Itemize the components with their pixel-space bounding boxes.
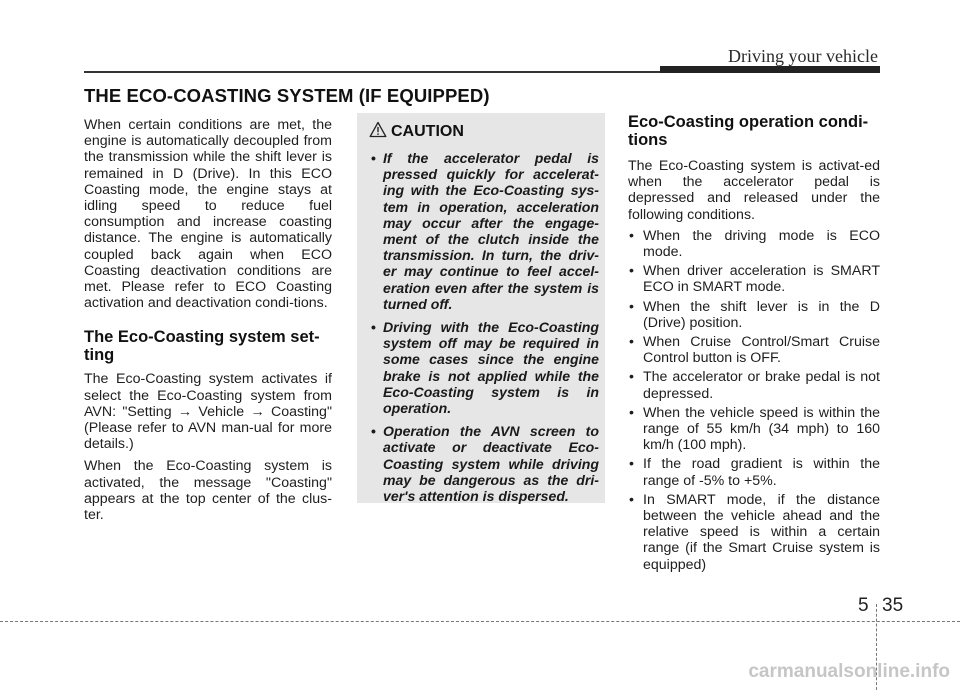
chapter-number: 5 — [858, 595, 869, 616]
page-number: 35 — [882, 595, 904, 616]
condition-item: • When driver acceleration is SMART ECO in SMART mode. — [628, 263, 880, 295]
condition-item: • The accelerator or brake pedal is not depressed. — [628, 369, 880, 401]
watermark: carmanualsonline.info — [748, 661, 950, 682]
message-paragraph: When the Eco-Coasting system is activated, the message "Coasting" appears at the top center of the clus-ter. — [84, 458, 332, 524]
intro-paragraph: When certain conditions are met, the engine is automatically decoupled from the transmission while the shift lever is remained in D (Drive). In this ECO Coasting mode, the engine stays at idling speed to reduce fuel consumption and increase coasting distance. The engine is automatically coupled back again when ECO Coasting deactivation conditions are met. Please refer to ECO Coasting activation and deactivation condi-tions. — [84, 117, 332, 312]
condition-item: • When the shift lever is in the D (Drive) position. — [628, 299, 880, 331]
right-column — [628, 113, 880, 576]
setting-subheading: The Eco-Coasting system set-ting — [84, 328, 320, 365]
condition-item: • In SMART mode, if the distance between the vehicle ahead and the relative speed is within a certain range (if the Smart Cruise system is equipped) — [628, 492, 880, 573]
conditions-list — [628, 228, 880, 573]
chapter-title: Driving your vehicle — [728, 46, 878, 66]
header-bar — [660, 66, 880, 73]
footer-rule — [0, 621, 960, 622]
section-title: THE ECO-COASTING SYSTEM (IF EQUIPPED) — [84, 85, 490, 106]
condition-item: • When Cruise Control/Smart Cruise Control button is OFF. — [628, 334, 880, 366]
conditions-intro: The Eco-Coasting system is activat-ed when the accelerator pedal is depressed and released under the following conditions. — [628, 158, 880, 223]
caution-item: • If the accelerator pedal is pressed quickly for accelerat-ing with the Eco-Coasting sys-tem in operation, acceleration may occur after the engage-ment of the clutch inside the transmission. In turn, the driv-er may continue to feel accel-eration even after the system is turned off. — [369, 150, 599, 312]
caution-item: • Operation the AVN screen to activate or deactivate Eco-Coasting system while driving may be dangerous as the dri-ver's attention is dispersed. — [369, 423, 599, 504]
caution-item: • Driving with the Eco-Coasting system off may be required in some cases since the engine brake is not applied while the Eco-Coasting system is in operation. — [369, 319, 599, 416]
caution-box — [357, 113, 605, 503]
condition-item: • If the road gradient is within the range of -5% to +5%. — [628, 456, 880, 488]
setting-paragraph: The Eco-Coasting system activates if select the Eco-Coasting system from AVN: "Setting → Vehicle → Coasting" (Please refer to AVN man-ual for more details.) — [84, 371, 332, 453]
condition-item: • When the vehicle speed is within the range of 55 km/h (34 mph) to 160 km/h (100 mph). — [628, 405, 880, 454]
conditions-subheading: Eco-Coasting operation condi-tions — [628, 113, 869, 149]
condition-item: • When the driving mode is ECO mode. — [628, 228, 880, 260]
left-column — [84, 117, 332, 523]
caution-list — [369, 150, 599, 511]
warning-triangle-icon — [369, 121, 387, 138]
caution-heading: CAUTION — [391, 123, 464, 140]
